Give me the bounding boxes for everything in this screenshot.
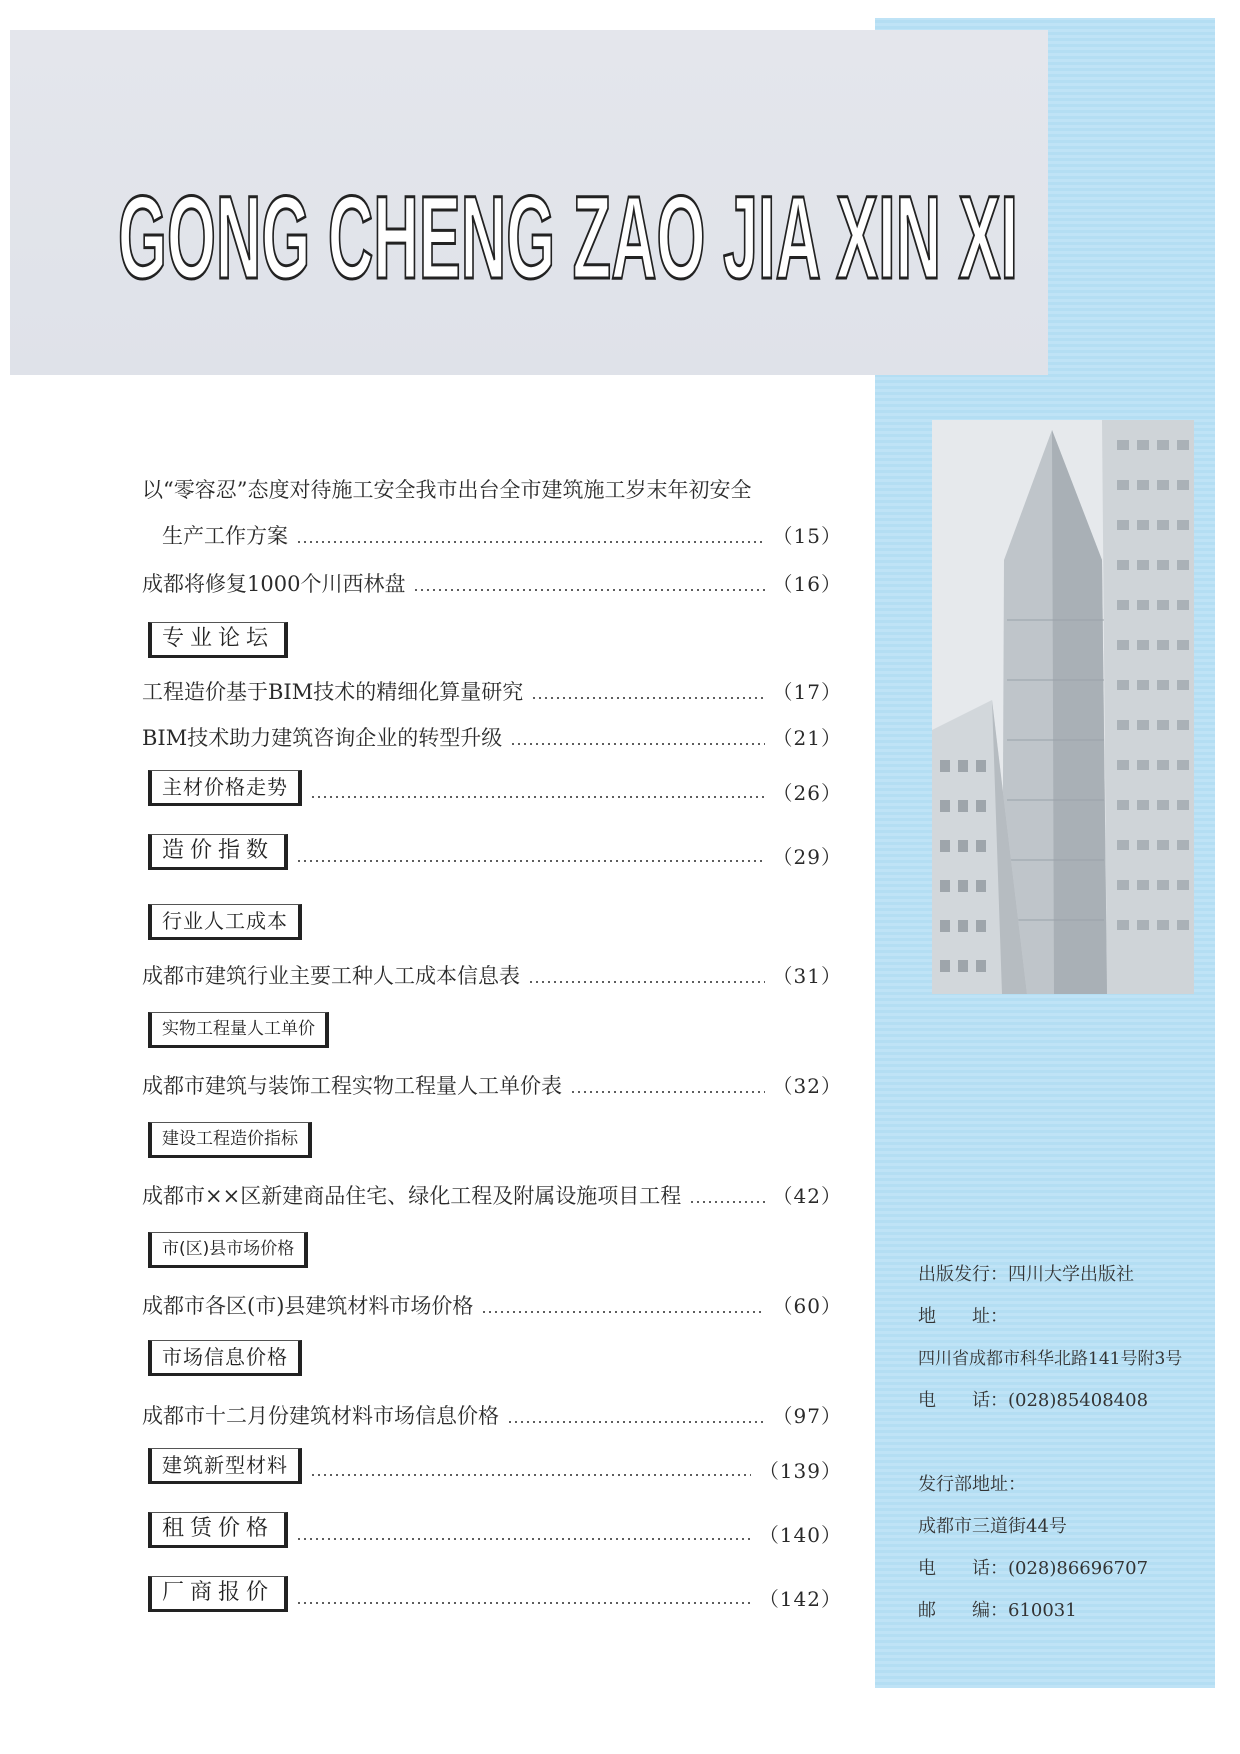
leader-dots <box>507 1421 765 1423</box>
toc-section-header[interactable] <box>148 834 842 870</box>
toc-entry[interactable] <box>162 516 842 550</box>
leader-dots <box>531 697 764 699</box>
leader-dots <box>310 796 765 798</box>
toc-entry-title: 以“零容忍”态度对待施工安全我市出台全市建筑施工岁末年初安全 <box>142 478 752 502</box>
banner-title-text: GONG CHENG ZAO JIA XIN XI <box>118 172 1019 304</box>
dept-phone-value: (028)86696707 <box>1008 1558 1149 1579</box>
toc-section-page: （26） <box>772 781 842 805</box>
toc-entry-page: （21） <box>772 726 842 750</box>
toc-section-header[interactable] <box>148 622 288 658</box>
leader-dots <box>510 743 764 745</box>
postcode-line <box>918 1596 1077 1622</box>
toc-section-header[interactable] <box>148 1576 842 1612</box>
section-label: 造价指数 <box>148 834 288 870</box>
toc-section-header[interactable] <box>148 1012 329 1048</box>
dept-phone-label: 电 话： <box>918 1558 1008 1579</box>
section-label: 行业人工成本 <box>148 904 302 940</box>
address-line <box>918 1344 1182 1369</box>
toc-entry-page: （31） <box>772 964 842 988</box>
leader-dots <box>296 1602 751 1604</box>
toc-section-header[interactable] <box>148 904 302 940</box>
toc-entry-page: （32） <box>772 1074 842 1098</box>
leader-dots <box>296 860 765 862</box>
toc-entry[interactable] <box>142 564 842 598</box>
toc-entry-page: （97） <box>772 1404 842 1428</box>
toc-entry-title: 成都市十二月份建筑材料市场信息价格 <box>142 1404 499 1428</box>
publisher-line <box>918 1260 1134 1286</box>
leader-dots <box>689 1201 764 1203</box>
toc-entry-page: （60） <box>772 1294 842 1318</box>
dept-phone-line <box>918 1554 1148 1580</box>
toc-section-page: （142） <box>758 1587 842 1611</box>
toc-entry-title: 工程造价基于BIM技术的精细化算量研究 <box>142 680 524 704</box>
publisher-label: 出版发行： <box>918 1264 1008 1285</box>
address-label: 地 址： <box>918 1306 1008 1327</box>
phone-value: (028)85408408 <box>1008 1390 1149 1411</box>
section-label: 建筑新型材料 <box>148 1448 302 1484</box>
section-label: 租赁价格 <box>148 1512 288 1548</box>
toc-entry-title: BIM技术助力建筑咨询企业的转型升级 <box>142 726 503 750</box>
toc-entry[interactable] <box>142 956 842 990</box>
phone-line <box>918 1386 1148 1412</box>
toc-entry-title: 成都市各区(市)县建筑材料市场价格 <box>142 1294 474 1318</box>
leader-dots <box>310 1474 751 1476</box>
section-label: 主材价格走势 <box>148 770 302 806</box>
leader-dots <box>481 1311 764 1313</box>
leader-dots <box>413 589 764 591</box>
toc-section-header[interactable] <box>148 1340 302 1376</box>
section-label: 实物工程量人工单价 <box>148 1012 329 1048</box>
toc-section-header[interactable] <box>148 1448 842 1484</box>
toc-section-page: （139） <box>758 1459 842 1483</box>
toc-section-header[interactable] <box>148 1512 842 1548</box>
toc-entry-page: （16） <box>772 572 842 596</box>
phone-label: 电 话： <box>918 1390 1008 1411</box>
dept-address-line <box>918 1512 1067 1538</box>
dept-address-label-line <box>918 1470 1026 1496</box>
toc-entry[interactable] <box>142 1066 842 1100</box>
toc-section-header[interactable] <box>148 1232 308 1268</box>
toc-entry[interactable] <box>142 672 842 706</box>
toc-entry[interactable] <box>142 1396 842 1430</box>
address-label-line <box>918 1302 1008 1328</box>
leader-dots <box>296 1538 751 1540</box>
toc-entry-title: 成都将修复1000个川西林盘 <box>142 572 406 596</box>
section-label: 专业论坛 <box>148 622 288 658</box>
section-label: 厂商报价 <box>148 1576 288 1612</box>
dept-address-label: 发行部地址： <box>918 1474 1026 1495</box>
toc-entry-page: （42） <box>772 1184 842 1208</box>
toc-section-page: （29） <box>772 845 842 869</box>
postcode-value: 610031 <box>1008 1600 1077 1621</box>
leader-dots <box>570 1091 765 1093</box>
postcode-label: 邮 编： <box>918 1600 1008 1621</box>
skyscraper-photo <box>932 420 1194 994</box>
section-label: 建设工程造价指标 <box>148 1122 312 1158</box>
toc-entry-page: （15） <box>772 524 842 548</box>
address-value: 四川省成都市科华北路141号附3号 <box>918 1349 1183 1369</box>
leader-dots <box>296 541 765 543</box>
dept-address-value: 成都市三道街44号 <box>918 1516 1067 1537</box>
toc-entry[interactable] <box>142 470 842 504</box>
toc-section-header[interactable] <box>148 770 842 806</box>
toc-entry-page: （17） <box>772 680 842 704</box>
toc-entry[interactable] <box>142 1176 842 1210</box>
section-label: 市(区)县市场价格 <box>148 1232 308 1268</box>
publisher-name: 四川大学出版社 <box>1008 1264 1134 1285</box>
leader-dots <box>528 981 765 983</box>
toc-section-page: （140） <box>758 1523 842 1547</box>
toc-entry-title: 成都市建筑行业主要工种人工成本信息表 <box>142 964 520 988</box>
section-label: 市场信息价格 <box>148 1340 302 1376</box>
toc-entry-title: 生产工作方案 <box>162 524 288 548</box>
toc-section-header[interactable] <box>148 1122 312 1158</box>
toc-entry[interactable] <box>142 1286 842 1320</box>
toc-entry-title: 成都市××区新建商品住宅、绿化工程及附属设施项目工程 <box>142 1184 682 1208</box>
toc-entry[interactable] <box>142 718 842 752</box>
toc-entry-title: 成都市建筑与装饰工程实物工程量人工单价表 <box>142 1074 562 1098</box>
